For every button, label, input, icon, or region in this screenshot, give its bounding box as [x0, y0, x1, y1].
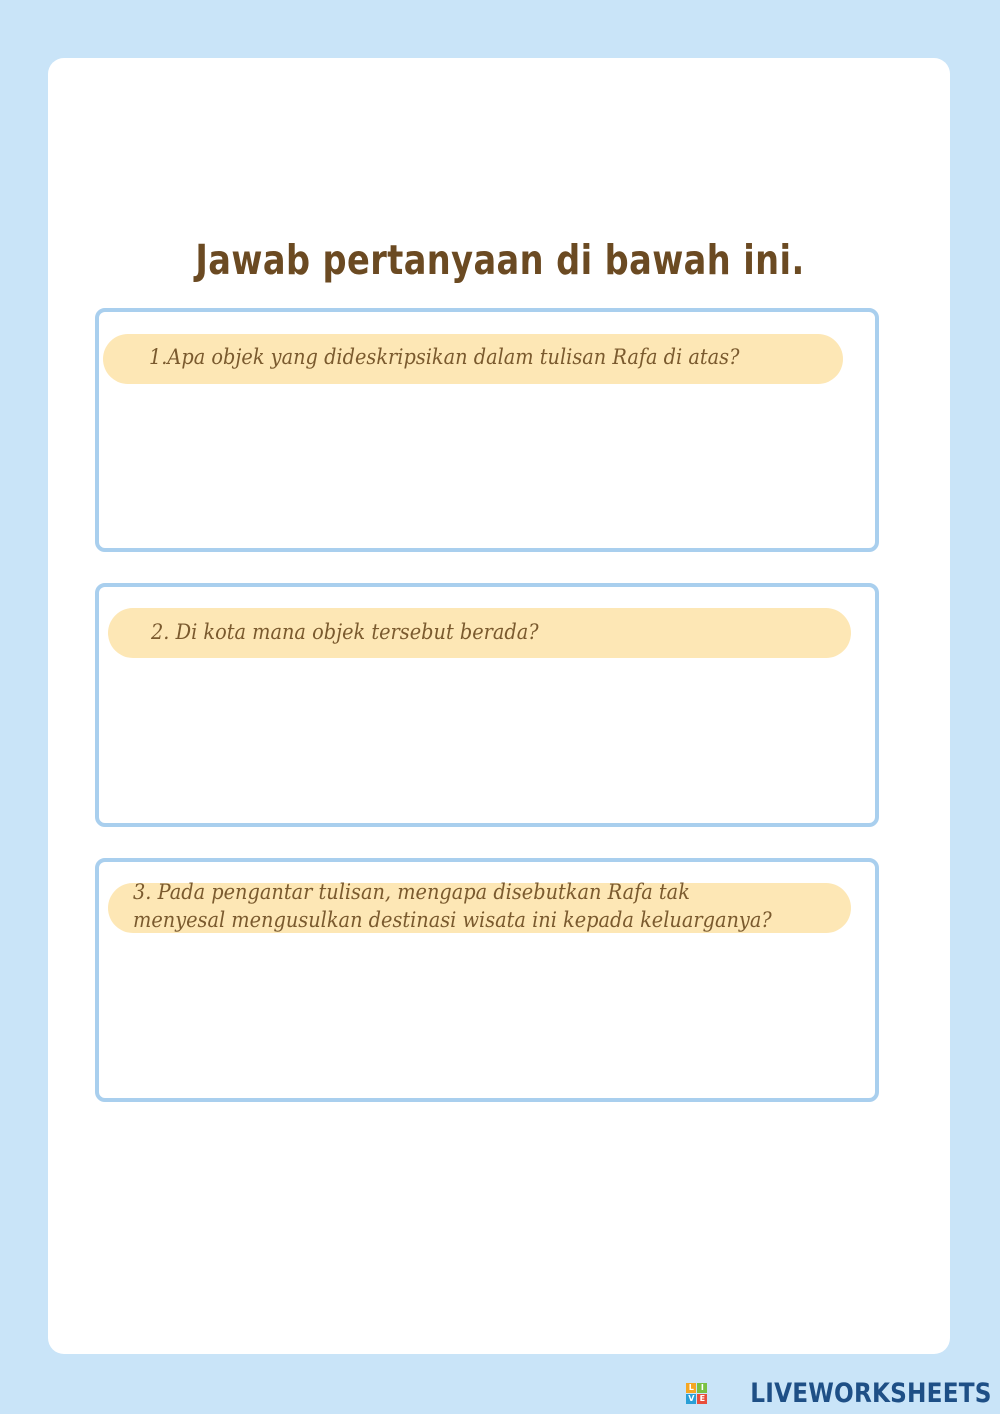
liveworksheets-logo — [686, 1378, 992, 1408]
question-text: 2. Di kota mana objek tersebut berada? — [151, 620, 539, 644]
logo-letter: L — [686, 1383, 696, 1393]
question-box-1 — [95, 308, 879, 552]
answer-input-1[interactable] — [113, 398, 861, 534]
liveworksheets-logo-icon — [686, 1383, 707, 1404]
logo-letter: I — [697, 1383, 707, 1393]
logo-text: LIVEWORKSHEETS — [750, 1377, 992, 1409]
logo-letter: E — [697, 1394, 707, 1404]
question-text: 1.Apa objek yang dideskripsikan dalam tulisan Rafa di atas? — [149, 345, 740, 369]
answer-input-3[interactable] — [113, 948, 861, 1084]
answer-input-2[interactable] — [113, 673, 861, 809]
question-box-2 — [95, 583, 879, 827]
page-title: Jawab pertanyaan di bawah ini. — [195, 236, 805, 284]
question-text: 3. Pada pengantar tulisan, mengapa disebutkan Rafa tak menyesal mengusulkan destinasi wisata ini kepada keluarganya? — [133, 880, 772, 932]
logo-letter: V — [688, 1393, 695, 1403]
question-box-3 — [95, 858, 879, 1102]
